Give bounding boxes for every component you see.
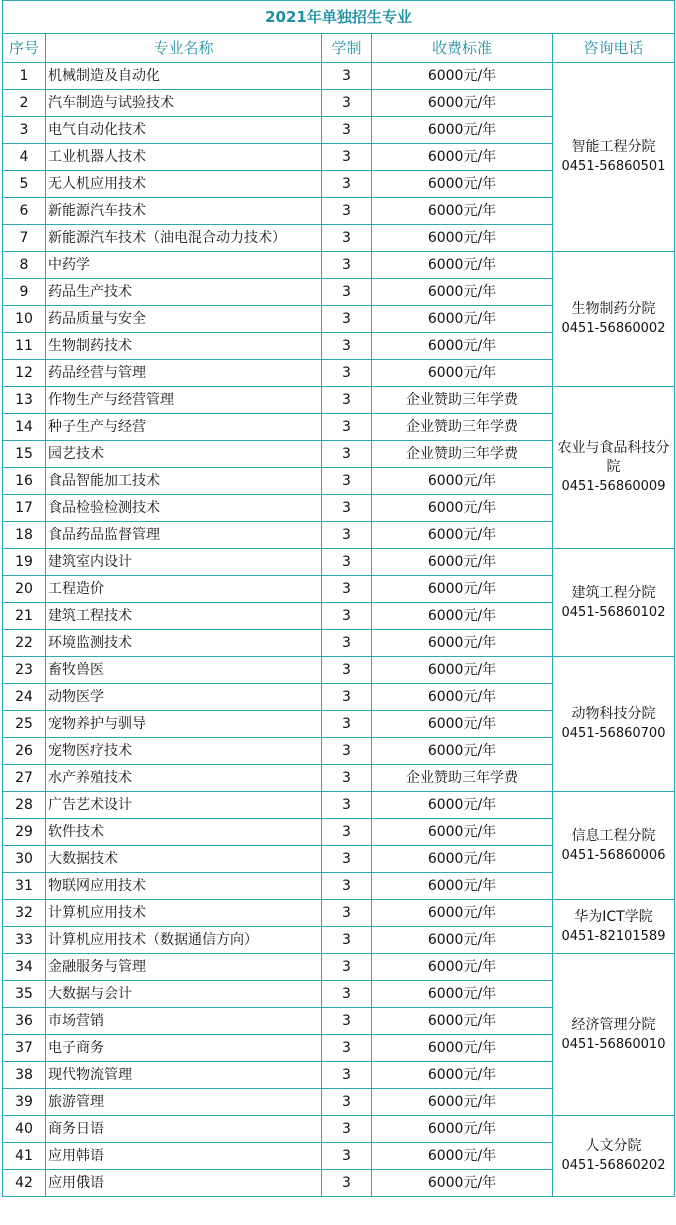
study-years: 3 [322, 1170, 372, 1197]
table-row [3, 549, 675, 576]
phone-number: 0451-56860010 [561, 1036, 666, 1052]
department-name: 华为ICT学院 [574, 908, 653, 925]
tuition-fee: 6000元/年 [372, 333, 553, 360]
major-name: 计算机应用技术 [46, 900, 322, 927]
major-name: 种子生产与经营 [46, 414, 322, 441]
study-years: 3 [322, 495, 372, 522]
row-number: 39 [3, 1089, 46, 1116]
table-row [3, 252, 675, 279]
tuition-fee: 企业赞助三年学费 [372, 414, 553, 441]
row-number: 9 [3, 279, 46, 306]
study-years: 3 [322, 819, 372, 846]
major-name: 环境监测技术 [46, 630, 322, 657]
phone-number: 0451-82101589 [561, 928, 666, 944]
row-number: 26 [3, 738, 46, 765]
study-years: 3 [322, 522, 372, 549]
row-number: 36 [3, 1008, 46, 1035]
major-name: 工业机器人技术 [46, 144, 322, 171]
header-years: 学制 [322, 34, 372, 63]
study-years: 3 [322, 252, 372, 279]
department-name: 人文分院 [585, 1138, 642, 1154]
tuition-fee: 6000元/年 [372, 846, 553, 873]
row-number: 4 [3, 144, 46, 171]
study-years: 3 [322, 90, 372, 117]
contact-cell [553, 252, 675, 387]
major-name: 电子商务 [46, 1035, 322, 1062]
tuition-fee: 6000元/年 [372, 603, 553, 630]
tuition-fee: 6000元/年 [372, 954, 553, 981]
study-years: 3 [322, 1116, 372, 1143]
tuition-fee: 6000元/年 [372, 792, 553, 819]
phone-number: 0451-56860009 [561, 479, 666, 494]
tuition-fee: 6000元/年 [372, 1008, 553, 1035]
tuition-fee: 6000元/年 [372, 549, 553, 576]
study-years: 3 [322, 198, 372, 225]
study-years: 3 [322, 171, 372, 198]
table-row [3, 954, 675, 981]
row-number: 21 [3, 603, 46, 630]
major-name: 无人机应用技术 [46, 171, 322, 198]
study-years: 3 [322, 144, 372, 171]
header-fee: 收费标准 [372, 34, 553, 63]
contact-cell [553, 900, 675, 954]
row-number: 38 [3, 1062, 46, 1089]
row-number: 14 [3, 414, 46, 441]
row-number: 1 [3, 63, 46, 90]
table-row [3, 387, 675, 414]
major-name: 商务日语 [46, 1116, 322, 1143]
header-no: 序号 [3, 34, 46, 63]
major-name: 药品生产技术 [46, 279, 322, 306]
major-name: 建筑室内设计 [46, 549, 322, 576]
study-years: 3 [322, 954, 372, 981]
tuition-fee: 6000元/年 [372, 1116, 553, 1143]
table-body [3, 63, 675, 1197]
major-name: 工程造价 [46, 576, 322, 603]
major-name: 市场营销 [46, 1008, 322, 1035]
tuition-fee: 6000元/年 [372, 522, 553, 549]
row-number: 29 [3, 819, 46, 846]
contact-cell [553, 63, 675, 252]
table-row [3, 1116, 675, 1143]
row-number: 25 [3, 711, 46, 738]
major-name: 电气自动化技术 [46, 117, 322, 144]
tuition-fee: 6000元/年 [372, 873, 553, 900]
row-number: 18 [3, 522, 46, 549]
row-number: 2 [3, 90, 46, 117]
tuition-fee: 6000元/年 [372, 711, 553, 738]
row-number: 37 [3, 1035, 46, 1062]
table-row [3, 657, 675, 684]
row-number: 19 [3, 549, 46, 576]
major-name: 现代物流管理 [46, 1062, 322, 1089]
major-name: 金融服务与管理 [46, 954, 322, 981]
tuition-fee: 6000元/年 [372, 63, 553, 90]
department-name: 信息工程分院 [571, 827, 656, 844]
row-number: 28 [3, 792, 46, 819]
row-number: 3 [3, 117, 46, 144]
study-years: 3 [322, 117, 372, 144]
tuition-fee: 6000元/年 [372, 657, 553, 684]
row-number: 27 [3, 765, 46, 792]
tuition-fee: 6000元/年 [372, 360, 553, 387]
tuition-fee: 6000元/年 [372, 927, 553, 954]
tuition-fee: 6000元/年 [372, 630, 553, 657]
study-years: 3 [322, 981, 372, 1008]
row-number: 7 [3, 225, 46, 252]
study-years: 3 [322, 549, 372, 576]
major-name: 生物制药技术 [46, 333, 322, 360]
header-name: 专业名称 [46, 34, 322, 63]
contact-cell [553, 954, 675, 1116]
tuition-fee: 企业赞助三年学费 [372, 765, 553, 792]
study-years: 3 [322, 576, 372, 603]
study-years: 3 [322, 846, 372, 873]
tuition-fee: 6000元/年 [372, 576, 553, 603]
phone-number: 0451-56860501 [561, 159, 666, 174]
phone-number: 0451-56860002 [561, 321, 666, 336]
tuition-fee: 6000元/年 [372, 981, 553, 1008]
row-number: 41 [3, 1143, 46, 1170]
study-years: 3 [322, 387, 372, 414]
study-years: 3 [322, 1008, 372, 1035]
phone-number: 0451-56860006 [561, 847, 666, 863]
major-name: 新能源汽车技术（油电混合动力技术） [46, 225, 322, 252]
row-number: 13 [3, 387, 46, 414]
department-name: 动物科技分院 [571, 706, 656, 722]
study-years: 3 [322, 468, 372, 495]
row-number: 11 [3, 333, 46, 360]
row-number: 34 [3, 954, 46, 981]
row-number: 35 [3, 981, 46, 1008]
row-number: 32 [3, 900, 46, 927]
table-row [3, 792, 675, 819]
tuition-fee: 6000元/年 [372, 144, 553, 171]
tuition-fee: 6000元/年 [372, 819, 553, 846]
major-name: 园艺技术 [46, 441, 322, 468]
major-name: 宠物养护与驯导 [46, 711, 322, 738]
major-name: 汽车制造与试验技术 [46, 90, 322, 117]
tuition-fee: 6000元/年 [372, 1170, 553, 1197]
tuition-fee: 6000元/年 [372, 1089, 553, 1116]
tuition-fee: 6000元/年 [372, 171, 553, 198]
row-number: 30 [3, 846, 46, 873]
department-name: 农业与食品科技分院 [557, 440, 670, 475]
tuition-fee: 6000元/年 [372, 1062, 553, 1089]
study-years: 3 [322, 414, 372, 441]
tuition-fee: 6000元/年 [372, 1035, 553, 1062]
study-years: 3 [322, 630, 372, 657]
major-name: 食品检验检测技术 [46, 495, 322, 522]
contact-cell [553, 792, 675, 900]
row-number: 15 [3, 441, 46, 468]
study-years: 3 [322, 1089, 372, 1116]
study-years: 3 [322, 792, 372, 819]
department-name: 智能工程分院 [571, 139, 656, 155]
tuition-fee: 6000元/年 [372, 198, 553, 225]
majors-table [2, 0, 675, 1197]
study-years: 3 [322, 306, 372, 333]
row-number: 17 [3, 495, 46, 522]
row-number: 10 [3, 306, 46, 333]
study-years: 3 [322, 684, 372, 711]
major-name: 大数据技术 [46, 846, 322, 873]
tuition-fee: 6000元/年 [372, 279, 553, 306]
study-years: 3 [322, 225, 372, 252]
department-name: 经济管理分院 [571, 1016, 656, 1033]
header-contact: 咨询电话 [553, 34, 675, 63]
study-years: 3 [322, 360, 372, 387]
contact-cell [553, 657, 675, 792]
study-years: 3 [322, 279, 372, 306]
contact-cell [553, 549, 675, 657]
contact-cell [553, 387, 675, 549]
contact-cell [553, 1116, 675, 1197]
row-number: 6 [3, 198, 46, 225]
major-name: 动物医学 [46, 684, 322, 711]
major-name: 药品经营与管理 [46, 360, 322, 387]
major-name: 机械制造及自动化 [46, 63, 322, 90]
tuition-fee: 6000元/年 [372, 495, 553, 522]
phone-number: 0451-56860700 [561, 726, 666, 741]
major-name: 计算机应用技术（数据通信方向） [46, 927, 322, 954]
row-number: 33 [3, 927, 46, 954]
row-number: 23 [3, 657, 46, 684]
tuition-fee: 6000元/年 [372, 468, 553, 495]
department-name: 建筑工程分院 [571, 584, 656, 601]
tuition-fee: 6000元/年 [372, 738, 553, 765]
study-years: 3 [322, 738, 372, 765]
tuition-fee: 企业赞助三年学费 [372, 441, 553, 468]
major-name: 软件技术 [46, 819, 322, 846]
study-years: 3 [322, 333, 372, 360]
major-name: 物联网应用技术 [46, 873, 322, 900]
major-name: 中药学 [46, 252, 322, 279]
table-row [3, 63, 675, 90]
row-number: 31 [3, 873, 46, 900]
row-number: 42 [3, 1170, 46, 1197]
study-years: 3 [322, 1062, 372, 1089]
department-name: 生物制药分院 [571, 301, 656, 317]
major-name: 广告艺术设计 [46, 792, 322, 819]
table-row [3, 900, 675, 927]
major-name: 新能源汽车技术 [46, 198, 322, 225]
study-years: 3 [322, 927, 372, 954]
study-years: 3 [322, 441, 372, 468]
row-number: 16 [3, 468, 46, 495]
major-name: 水产养殖技术 [46, 765, 322, 792]
study-years: 3 [322, 603, 372, 630]
major-name: 旅游管理 [46, 1089, 322, 1116]
major-name: 应用韩语 [46, 1143, 322, 1170]
major-name: 作物生产与经营管理 [46, 387, 322, 414]
major-name: 大数据与会计 [46, 981, 322, 1008]
major-name: 畜牧兽医 [46, 657, 322, 684]
row-number: 8 [3, 252, 46, 279]
phone-number: 0451-56860202 [561, 1158, 666, 1173]
row-number: 24 [3, 684, 46, 711]
major-name: 建筑工程技术 [46, 603, 322, 630]
tuition-fee: 6000元/年 [372, 225, 553, 252]
major-name: 药品质量与安全 [46, 306, 322, 333]
tuition-fee: 6000元/年 [372, 684, 553, 711]
row-number: 20 [3, 576, 46, 603]
tuition-fee: 6000元/年 [372, 1143, 553, 1170]
major-name: 宠物医疗技术 [46, 738, 322, 765]
tuition-fee: 企业赞助三年学费 [372, 387, 553, 414]
study-years: 3 [322, 63, 372, 90]
major-name: 食品药品监督管理 [46, 522, 322, 549]
study-years: 3 [322, 873, 372, 900]
tuition-fee: 6000元/年 [372, 252, 553, 279]
major-name: 应用俄语 [46, 1170, 322, 1197]
row-number: 22 [3, 630, 46, 657]
study-years: 3 [322, 657, 372, 684]
tuition-fee: 6000元/年 [372, 306, 553, 333]
row-number: 12 [3, 360, 46, 387]
study-years: 3 [322, 900, 372, 927]
row-number: 40 [3, 1116, 46, 1143]
study-years: 3 [322, 711, 372, 738]
study-years: 3 [322, 1035, 372, 1062]
tuition-fee: 6000元/年 [372, 900, 553, 927]
major-name: 食品智能加工技术 [46, 468, 322, 495]
phone-number: 0451-56860102 [561, 604, 666, 620]
header-row [3, 34, 675, 63]
tuition-fee: 6000元/年 [372, 117, 553, 144]
table-title: 2021年单独招生专业 [2, 0, 675, 33]
row-number: 5 [3, 171, 46, 198]
study-years: 3 [322, 765, 372, 792]
study-years: 3 [322, 1143, 372, 1170]
tuition-fee: 6000元/年 [372, 90, 553, 117]
